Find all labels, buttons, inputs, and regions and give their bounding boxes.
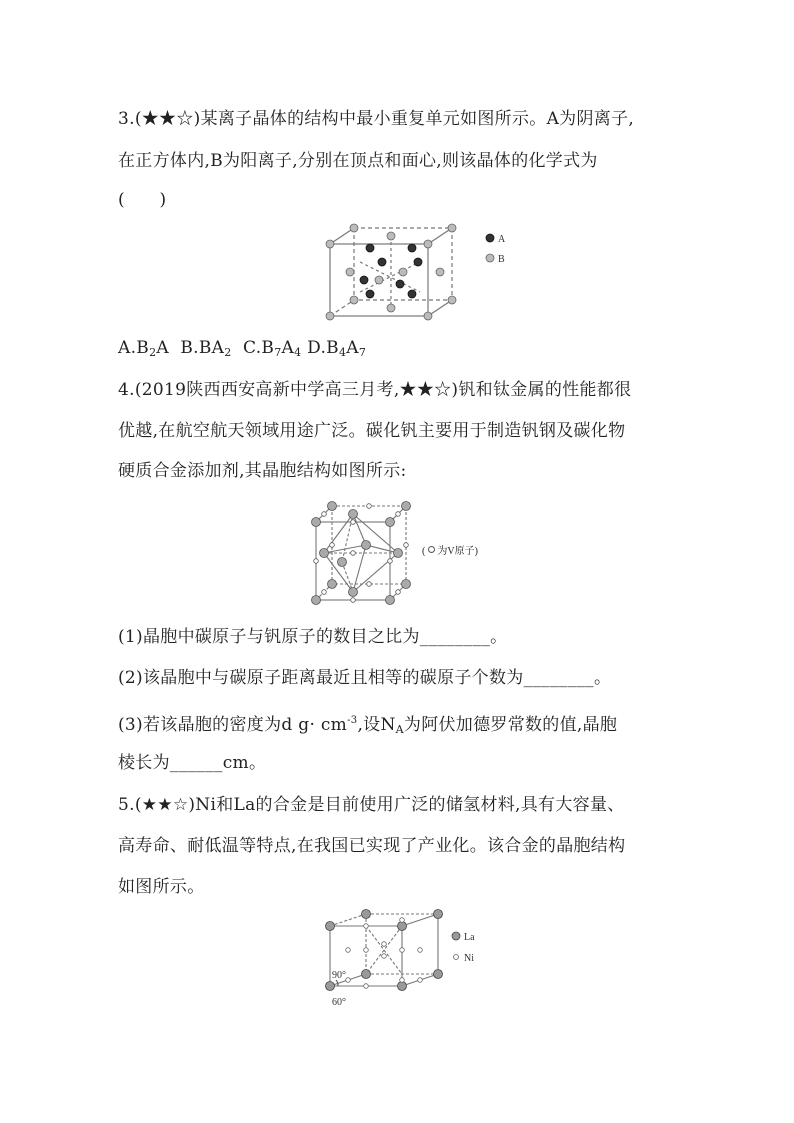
option-d: D.B xyxy=(307,338,339,358)
q5-crystal-figure xyxy=(320,906,450,1010)
q4-line-3: 硬质合金添加剂,其晶胞结构如图所示: xyxy=(118,461,407,481)
q4-crystal-figure xyxy=(306,496,414,608)
q4-line-1: 4.(2019陕西西安高新中学高三月考,★★☆)钒和钛金属的性能都很 xyxy=(118,380,632,400)
angle-60-label: 60° xyxy=(332,997,346,1008)
q5-line-2: 高寿命、耐低温等特点,在我国已实现了产业化。该合金的晶胞结构 xyxy=(118,836,626,856)
q3-crystal-figure xyxy=(320,222,480,322)
q5-legend xyxy=(450,930,490,970)
q4-line-2: 优越,在航空航天领域用途广泛。碳化钒主要用于制造钒钢及碳化物 xyxy=(118,421,626,441)
option-a: A.B xyxy=(118,338,150,358)
q4-sub-question-1: (1)晶胞中碳原子与钒原子的数目之比为________。 xyxy=(118,627,508,647)
q5-line-3: 如图所示。 xyxy=(118,877,205,897)
option-b: B.BA xyxy=(180,338,225,358)
q5-line-1: 5.(★★☆)Ni和La的合金是目前使用广泛的储氢材料,具有大容量、 xyxy=(118,795,625,815)
v-atom-legend-icon xyxy=(428,546,435,553)
q4-sub-question-2: (2)该晶胞中与碳原子距离最近且相等的碳原子个数为________。 xyxy=(118,668,612,688)
q5-legend-la-label: La xyxy=(464,932,475,943)
q5-legend-ni-label: Ni xyxy=(464,953,474,964)
q3-options: A.B2A B.BA2 C.B7A4 D.B4A7 xyxy=(118,338,367,359)
q3-legend-b-label: B xyxy=(498,254,505,265)
option-c: C.B xyxy=(243,338,275,358)
q3-line-2: 在正方体内,B为阳离子,分别在顶点和面心,则该晶体的化学式为 xyxy=(118,151,598,171)
angle-90-label: 90° xyxy=(332,970,346,981)
q3-line-1: 3.(★★☆)某离子晶体的结构中最小重复单元如图所示。A为阴离子, xyxy=(118,109,635,129)
q4-sub-question-3: (3)若该晶胞的密度为d $g\cdot cm^{-3}$,设NA为阿伏加德罗常数的值,晶胞 xyxy=(118,715,618,736)
q4-sub-question-3-cont: 棱长为______cm。 xyxy=(118,753,267,773)
q3-legend-a-label: A xyxy=(498,234,506,245)
q3-legend xyxy=(484,232,524,272)
q3-answer-bracket: ( ) xyxy=(118,190,167,210)
q4-legend: ( 为V原子) xyxy=(422,546,478,557)
